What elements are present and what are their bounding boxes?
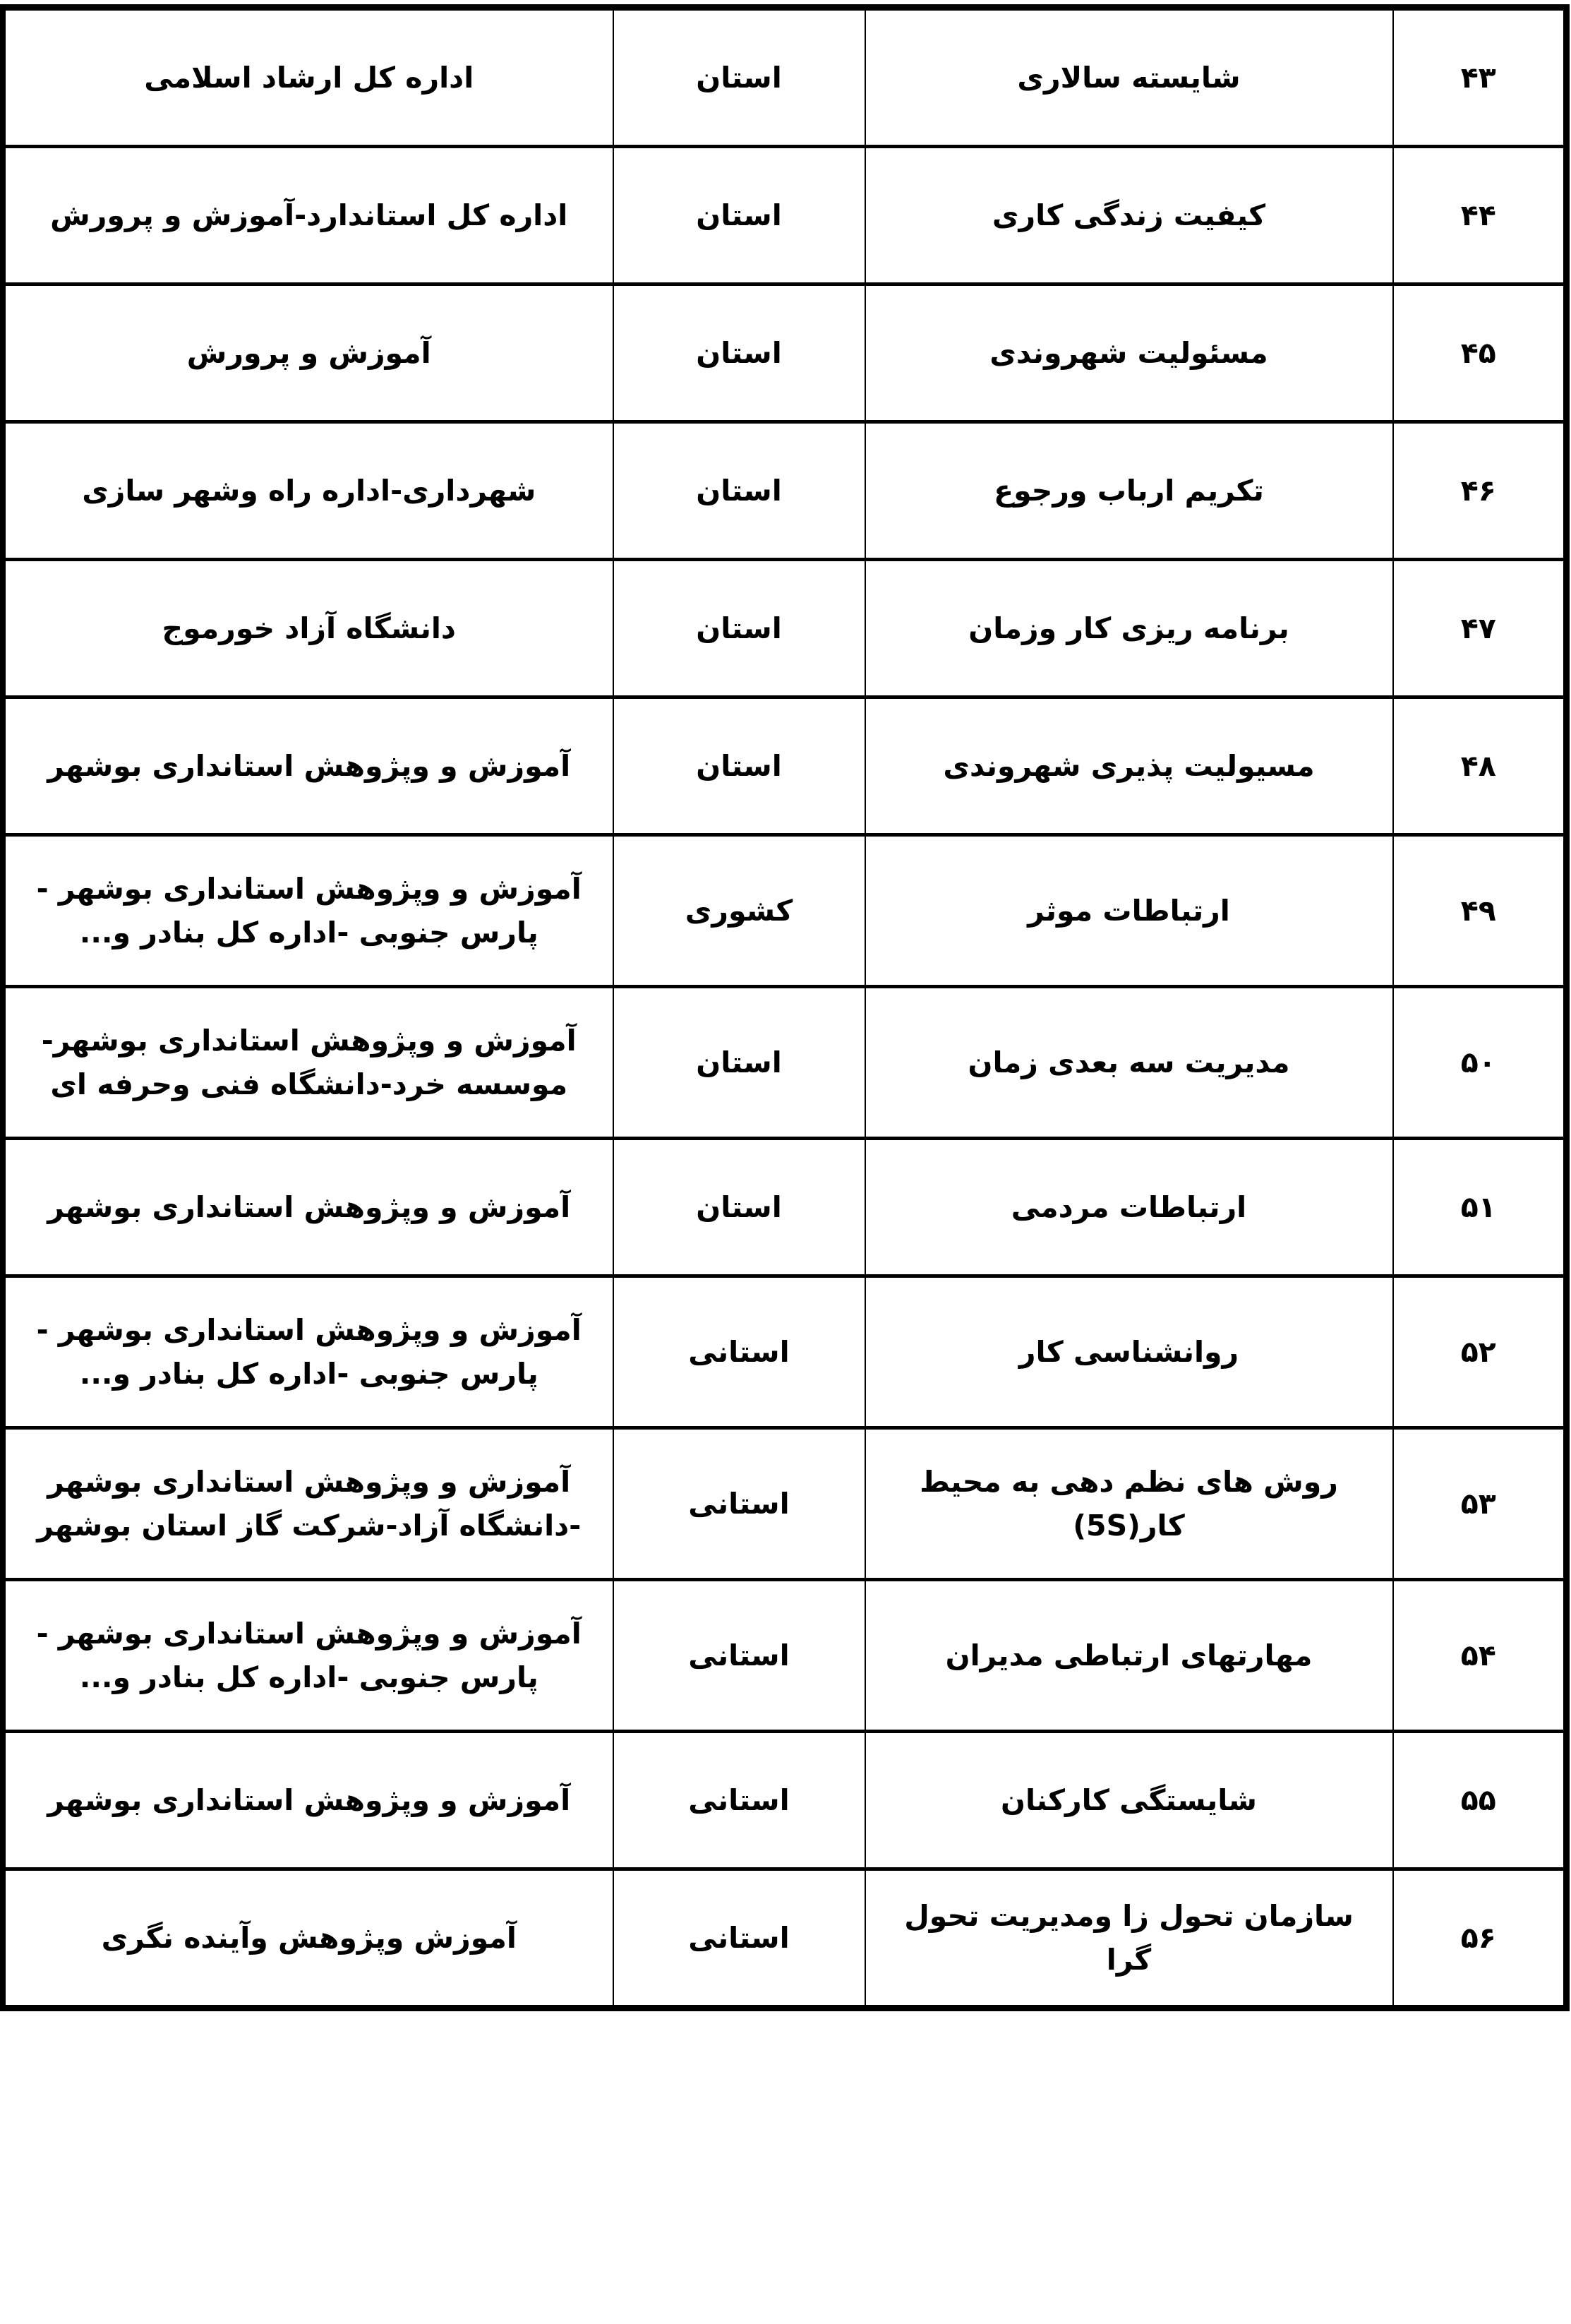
table-row bbox=[3, 422, 1567, 560]
row-organization: آموزش و وپژوهش استانداری بوشهر bbox=[3, 1139, 613, 1276]
row-scope: استان bbox=[613, 147, 865, 284]
row-course-title: برنامه ریزی کار وزمان bbox=[865, 560, 1393, 697]
row-course-title: تکریم ارباب ورجوع bbox=[865, 422, 1393, 560]
table-row bbox=[3, 697, 1567, 835]
row-organization: دانشگاه آزاد خورموج bbox=[3, 560, 613, 697]
row-scope: استان bbox=[613, 697, 865, 835]
row-course-title: مهارتهای ارتباطی مدیران bbox=[865, 1580, 1393, 1732]
table-row bbox=[3, 1869, 1567, 2008]
row-scope: استانی bbox=[613, 1276, 865, 1428]
row-number: ۴۵ bbox=[1393, 284, 1567, 422]
table-row bbox=[3, 147, 1567, 284]
row-course-title: ارتباطات موثر bbox=[865, 835, 1393, 987]
row-organization: شهرداری-اداره راه وشهر سازی bbox=[3, 422, 613, 560]
row-scope: استانی bbox=[613, 1732, 865, 1869]
row-course-title: مسیولیت پذیری شهروندی bbox=[865, 697, 1393, 835]
row-course-title: ارتباطات مردمی bbox=[865, 1139, 1393, 1276]
row-scope: استان bbox=[613, 8, 865, 147]
table-row bbox=[3, 835, 1567, 987]
row-scope: استانی bbox=[613, 1869, 865, 2008]
row-course-title: مسئولیت شهروندی bbox=[865, 284, 1393, 422]
row-number: ۴۷ bbox=[1393, 560, 1567, 697]
row-organization: آموزش و وپژوهش استانداری بوشهر - پارس جنوبی -اداره کل بنادر و... bbox=[3, 1580, 613, 1732]
row-organization: اداره کل ارشاد اسلامی bbox=[3, 8, 613, 147]
row-number: ۴۹ bbox=[1393, 835, 1567, 987]
table-row bbox=[3, 284, 1567, 422]
row-scope: کشوری bbox=[613, 835, 865, 987]
row-scope: استان bbox=[613, 284, 865, 422]
table-row bbox=[3, 560, 1567, 697]
row-course-title: مدیریت سه بعدی زمان bbox=[865, 987, 1393, 1139]
row-organization: آموزش وپژوهش وآینده نگری bbox=[3, 1869, 613, 2008]
row-number: ۴۳ bbox=[1393, 8, 1567, 147]
row-course-title: شایستگی کارکنان bbox=[865, 1732, 1393, 1869]
row-number: ۵۴ bbox=[1393, 1580, 1567, 1732]
row-organization: آموزش و وپژوهش استانداری بوشهر - پارس جنوبی -اداره کل بنادر و... bbox=[3, 1276, 613, 1428]
row-organization: اداره کل استاندارد-آموزش و پرورش bbox=[3, 147, 613, 284]
row-number: ۴۶ bbox=[1393, 422, 1567, 560]
course-table-container bbox=[6, 4, 1570, 2011]
row-number: ۵۵ bbox=[1393, 1732, 1567, 1869]
table-row bbox=[3, 1732, 1567, 1869]
course-table bbox=[0, 4, 1570, 2011]
row-scope: استان bbox=[613, 560, 865, 697]
row-number: ۵۰ bbox=[1393, 987, 1567, 1139]
row-scope: استانی bbox=[613, 1580, 865, 1732]
row-scope: استان bbox=[613, 422, 865, 560]
table-row bbox=[3, 1428, 1567, 1580]
row-scope: استانی bbox=[613, 1428, 865, 1580]
row-number: ۴۴ bbox=[1393, 147, 1567, 284]
table-row bbox=[3, 987, 1567, 1139]
row-scope: استان bbox=[613, 1139, 865, 1276]
table-row bbox=[3, 8, 1567, 147]
row-number: ۵۱ bbox=[1393, 1139, 1567, 1276]
row-number: ۵۳ bbox=[1393, 1428, 1567, 1580]
row-organization: آموزش و وپژوهش استانداری بوشهر bbox=[3, 697, 613, 835]
row-number: ۵۲ bbox=[1393, 1276, 1567, 1428]
row-course-title: روش های نظم دهی به محیط کار(5S) bbox=[865, 1428, 1393, 1580]
table-row bbox=[3, 1276, 1567, 1428]
row-course-title: شایسته سالاری bbox=[865, 8, 1393, 147]
row-number: ۴۸ bbox=[1393, 697, 1567, 835]
row-course-title: کیفیت زندگی کاری bbox=[865, 147, 1393, 284]
table-row bbox=[3, 1580, 1567, 1732]
row-organization: آموزش و وپژوهش استانداری بوشهر-موسسه خرد-دانشگاه فنی وحرفه ای bbox=[3, 987, 613, 1139]
row-organization: آموزش و وپژوهش استانداری بوشهر bbox=[3, 1732, 613, 1869]
row-organization: آموزش و وپژوهش استانداری بوشهر - پارس جنوبی -اداره کل بنادر و... bbox=[3, 835, 613, 987]
course-table-body bbox=[3, 8, 1567, 2008]
table-row bbox=[3, 1139, 1567, 1276]
row-organization: آموزش و وپژوهش استانداری بوشهر -دانشگاه آزاد-شرکت گاز استان بوشهر bbox=[3, 1428, 613, 1580]
row-number: ۵۶ bbox=[1393, 1869, 1567, 2008]
row-course-title: سازمان تحول زا ومدیریت تحول گرا bbox=[865, 1869, 1393, 2008]
row-scope: استان bbox=[613, 987, 865, 1139]
row-organization: آموزش و پرورش bbox=[3, 284, 613, 422]
row-course-title: روانشناسی کار bbox=[865, 1276, 1393, 1428]
